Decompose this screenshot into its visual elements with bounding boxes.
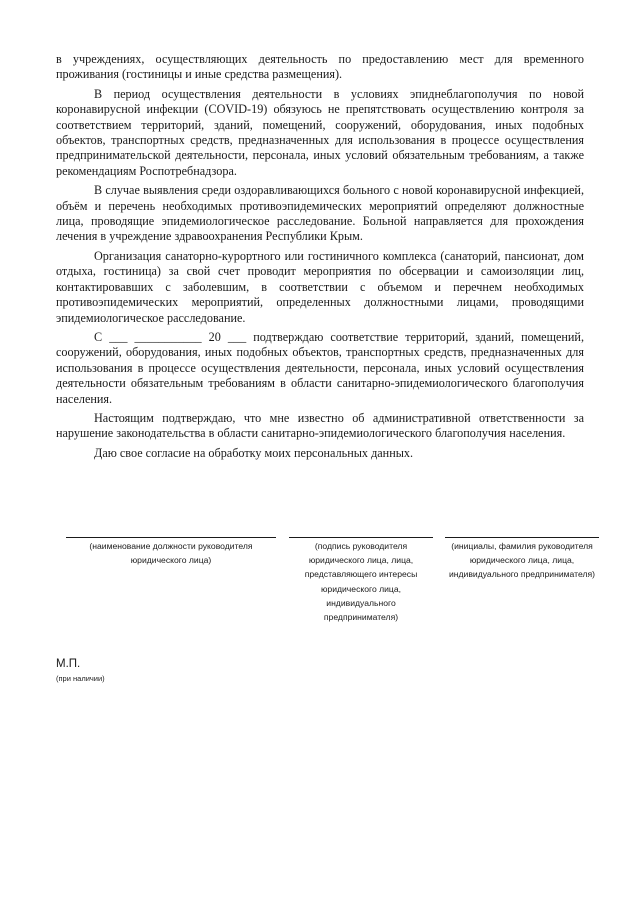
- stamp-note: (при наличии): [56, 674, 105, 683]
- paragraph-compliance-confirmation: С ___ ___________ 20 ___ подтверждаю соответствие территорий, зданий, помещений, сооружений, оборудования, иных подобных объектов, транспортных средств, предназначенных для использования в процессе осуществления деятельности, персонала, иных условий осуществления деятельности обязательным требованиям в области санитарно-эпидемиологического благополучия населения.: [56, 329, 584, 406]
- paragraph-accommodation: в учреждениях, осуществляющих деятельность по предоставлению мест для временного проживания (гостиницы и иные средства размещения).: [56, 52, 584, 82]
- document-body: [56, 52, 584, 465]
- stamp-label: М.П.: [56, 658, 81, 670]
- signature-field-initials[interactable]: [445, 537, 599, 582]
- paragraph-case-detection: В случае выявления среди оздоравливающихся больного с новой коронавирусной инфекцией, объём и перечень необходимых противоэпидемических мероприятий определяют должностные лица, проводящие эпидемиологическое расследование. Больной направляется для прохождения лечения в учреждение здравоохранения Республики Крым.: [56, 183, 584, 244]
- paragraph-liability: Настоящим подтверждаю, что мне известно об административной ответственности за нарушение законодательства в области санитарно-эпидемиологического благополучия населения.: [56, 410, 584, 441]
- signature-field-signature[interactable]: [289, 537, 433, 624]
- paragraph-observation: Организация санаторно-курортного или гостиничного комплекса (санаторий, пансионат, дом отдыха, гостиница) за свой счет проводит мероприятия по обсервации и самоизоляции лиц, контактировавших с заболевшим, в соответствии с объемом и перечнем необходимых противоэпидемических мероприятий, определенных должностными лицами, проводящими эпидемиологическое расследование.: [56, 248, 584, 325]
- signature-caption-position: (наименование должности руководителя юридического лица): [89, 541, 253, 566]
- signature-caption-initials: (инициалы, фамилия руководителя юридического лица, лица, индивидуального предпринимателя): [448, 541, 596, 580]
- paragraph-control-obligation: В период осуществления деятельности в условиях эпиднеблагополучия по новой коронавирусной инфекции (COVID-19) обязуюсь не препятствовать осуществлению контроля за соответствием территорий, зданий, помещений, сооружений, оборудования, иных подобных объектов, транспортных средств, предназначенных для использования в процессе осуществления предпринимательской деятельности, персонала, иных условий обязательным требованиям, а также рекомендациям Роспотребнадзора.: [56, 86, 584, 178]
- paragraph-personal-data-consent: Даю свое согласие на обработку моих персональных данных.: [94, 445, 414, 460]
- signature-caption-signature: (подпись руководителя юридического лица, лица, представляющего интересы юридического лица, индивидуального предпринимателя): [304, 541, 418, 623]
- signature-field-position[interactable]: [66, 537, 276, 567]
